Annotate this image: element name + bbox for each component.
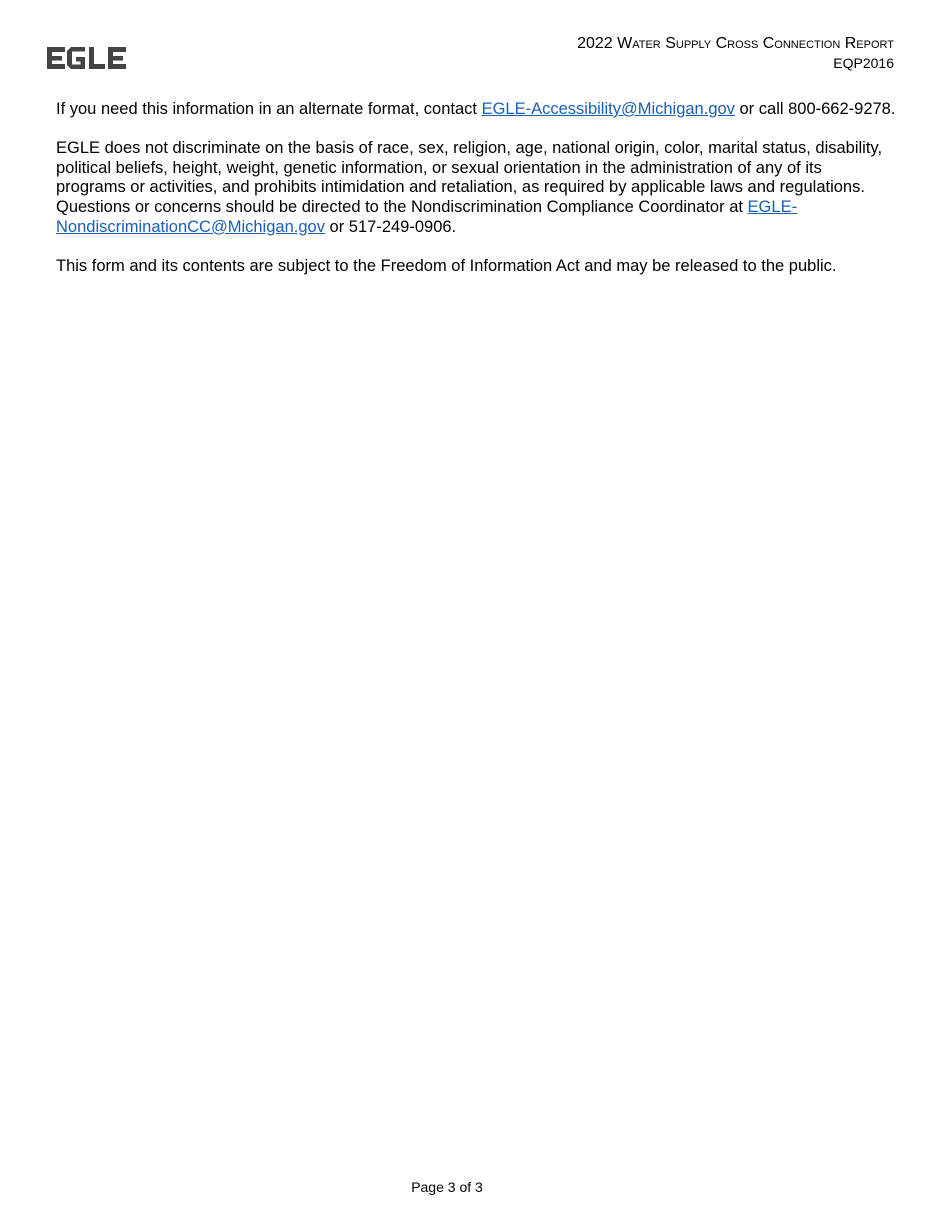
accessibility-text-before: If you need this information in an alternate format, contact: [56, 100, 482, 118]
document-header: [577, 34, 894, 72]
accessibility-email-link[interactable]: EGLE-Accessibility@Michigan.gov: [481, 100, 735, 118]
form-code: EQP2016: [833, 55, 894, 71]
page-number: Page 3 of 3: [411, 1179, 483, 1195]
accessibility-text-after: or call 800-662-9278.: [734, 100, 896, 118]
nondiscrimination-text-before: EGLE does not discriminate on the basis of race, sex, religion, age, national origin, color, marital status, disability, political beliefs, height, weight, genetic information, or sexual orientation in the administration of any of its programs or activities, and prohibits intimidation and retaliation, as required by applicable laws and regulations. Questions or concerns should be directed to the Nondiscrimination Compliance Coordinator at: [56, 139, 883, 216]
nondiscrimination-text-after: or 517-249-0906.: [324, 217, 457, 236]
foia-paragraph: This form and its contents are subject to the Freedom of Information Act and may be released to the public.: [56, 256, 837, 275]
document-body: [56, 100, 896, 296]
nondiscrimination-paragraph: [56, 139, 896, 237]
accessibility-paragraph: [56, 100, 896, 120]
egle-logo: [47, 45, 127, 71]
egle-logo-icon: [47, 45, 127, 71]
report-title: 2022 Water Supply Cross Connection Report: [577, 35, 894, 52]
nondiscrimination-email-link[interactable]: EGLE-NondiscriminationCC@Michigan.gov: [56, 197, 798, 236]
